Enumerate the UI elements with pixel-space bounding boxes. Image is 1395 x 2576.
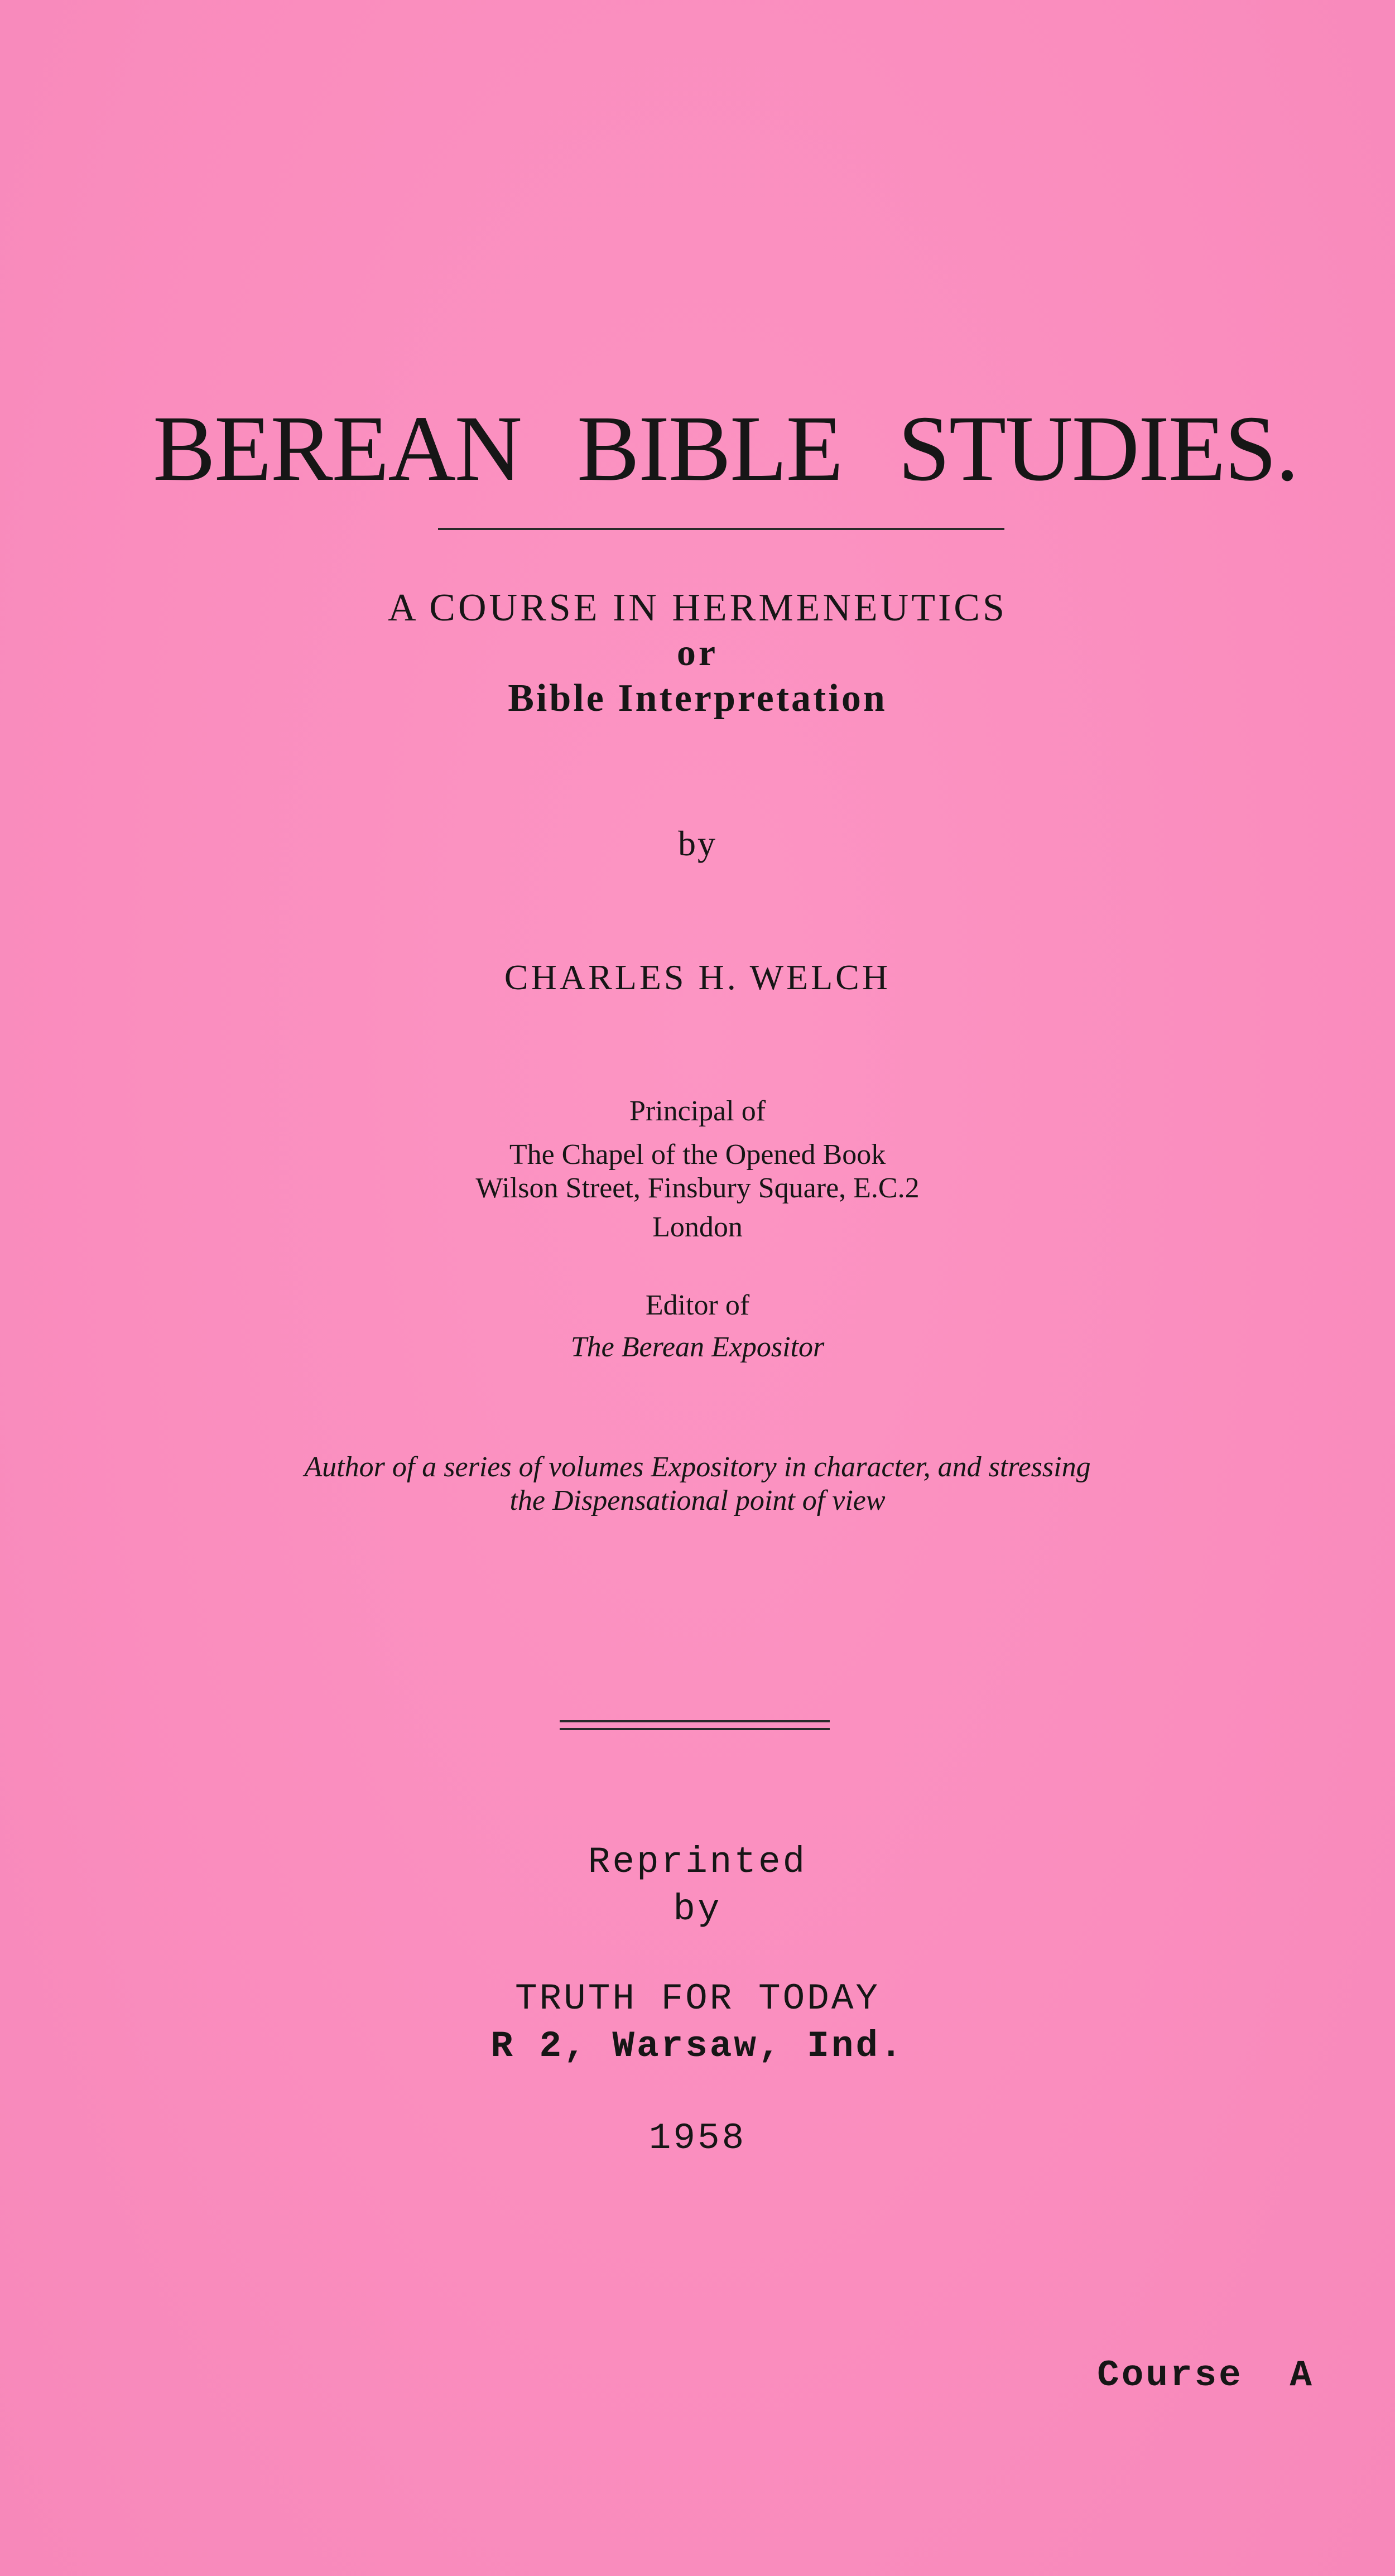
author-note-line-1: Author of a series of volumes Expository in character, and stressing — [304, 1451, 1091, 1483]
principal-label: Principal of — [629, 1095, 766, 1127]
subtitle-or: or — [676, 631, 719, 673]
institution-name: The Chapel of the Opened Book — [509, 1139, 886, 1171]
author-name: CHARLES H. WELCH — [504, 957, 891, 997]
author-note-line-2: the Dispensational point of view — [509, 1485, 886, 1516]
publisher-name: TRUTH FOR TODAY — [514, 1978, 881, 2020]
main-title: BEREAN BIBLE STUDIES. — [153, 397, 1298, 500]
double-rule-bottom — [560, 1728, 830, 1730]
publication-name: The Berean Expositor — [570, 1331, 825, 1363]
institution-city: London — [652, 1211, 743, 1243]
reprint-line-2: by — [673, 1889, 722, 1930]
editor-label: Editor of — [645, 1289, 750, 1321]
course-label: Course A — [1097, 2354, 1314, 2396]
double-rule-top — [560, 1720, 830, 1722]
institution-address: Wilson Street, Finsbury Square, E.C.2 — [475, 1172, 920, 1204]
subtitle-line-3: Bible Interpretation — [508, 677, 887, 720]
publisher-address: R 2, Warsaw, Ind. — [490, 2025, 905, 2067]
by-text: by — [678, 824, 717, 863]
reprint-line-1: Reprinted — [588, 1841, 807, 1883]
reprint-year: 1958 — [648, 2117, 747, 2159]
title-rule — [438, 528, 1004, 530]
subtitle-line-1: A COURSE IN HERMENEUTICS — [388, 586, 1007, 629]
